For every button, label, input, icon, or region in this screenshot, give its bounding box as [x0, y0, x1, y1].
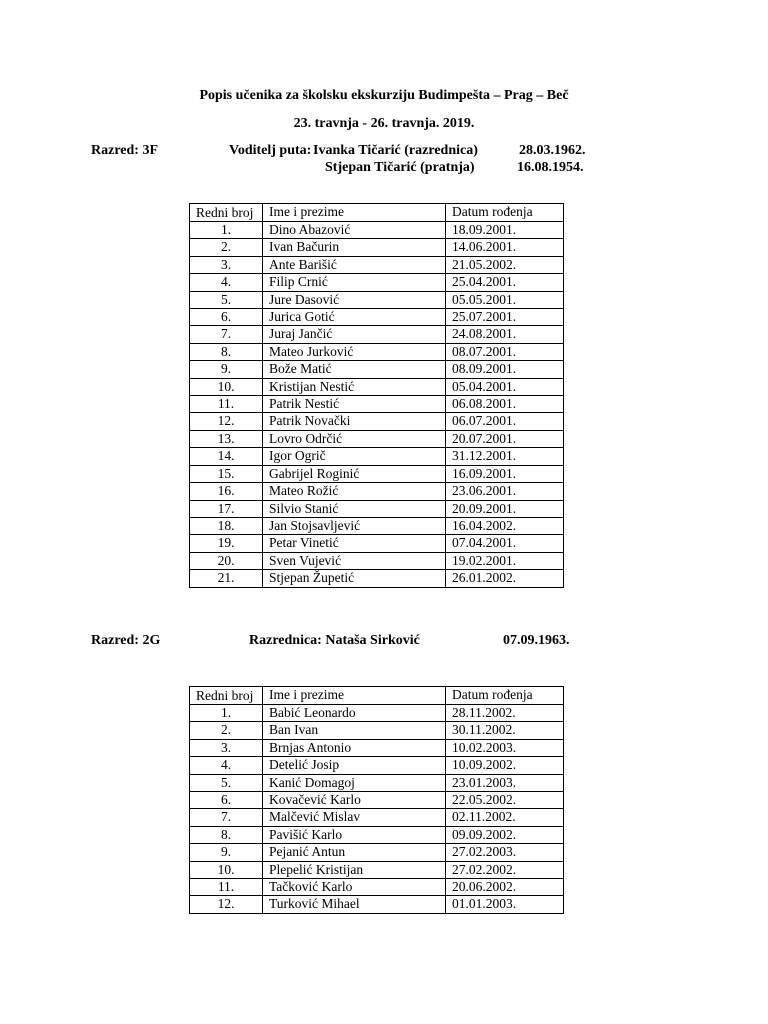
student-name: Pavišić Karlo — [263, 826, 446, 843]
table-row — [190, 570, 564, 587]
students-3f-table — [189, 203, 564, 588]
student-name: Jan Stojsavljević — [263, 517, 446, 534]
row-number: 16. — [190, 483, 263, 500]
student-name: Bože Matić — [263, 361, 446, 378]
student-dob: 21.05.2002. — [446, 256, 564, 273]
table-row — [190, 378, 564, 395]
student-dob: 09.09.2002. — [446, 826, 564, 843]
row-number: 10. — [190, 861, 263, 878]
student-name: Kanić Domagoj — [263, 774, 446, 791]
leader-label: Voditelj puta: — [229, 143, 312, 158]
student-name: Turković Mihael — [263, 896, 446, 913]
student-dob: 16.09.2001. — [446, 465, 564, 482]
row-number: 1. — [190, 222, 263, 239]
table-row — [190, 222, 564, 239]
row-number: 2. — [190, 239, 263, 256]
leader-dob: 28.03.1962. — [519, 143, 586, 158]
companion-name: Stjepan Tičarić (pratnja) — [325, 160, 475, 175]
row-number: 19. — [190, 535, 263, 552]
student-dob: 27.02.2002. — [446, 861, 564, 878]
student-name: Dino Abazović — [263, 222, 446, 239]
table-row — [190, 552, 564, 569]
table-row — [190, 309, 564, 326]
row-number: 9. — [190, 361, 263, 378]
student-name: Lovro Odrčić — [263, 430, 446, 447]
header-name: Ime i prezime — [263, 687, 446, 705]
student-dob: 05.04.2001. — [446, 378, 564, 395]
table-row — [190, 861, 564, 878]
row-number: 12. — [190, 413, 263, 430]
student-dob: 31.12.2001. — [446, 448, 564, 465]
student-name: Kristijan Nestić — [263, 378, 446, 395]
row-number: 8. — [190, 343, 263, 360]
table-row — [190, 517, 564, 534]
student-dob: 10.02.2003. — [446, 739, 564, 756]
student-dob: 25.07.2001. — [446, 309, 564, 326]
student-name: Pejanić Antun — [263, 844, 446, 861]
header-number: Redni broj — [190, 687, 263, 705]
table-row — [190, 465, 564, 482]
student-name: Tačković Karlo — [263, 879, 446, 896]
table-header-row — [190, 687, 564, 705]
student-name: Igor Ogrič — [263, 448, 446, 465]
row-number: 17. — [190, 500, 263, 517]
header-dob: Datum rođenja — [446, 687, 564, 705]
teacher-dob: 07.09.1963. — [503, 633, 570, 648]
student-name: Juraj Jančić — [263, 326, 446, 343]
student-name: Sven Vujević — [263, 552, 446, 569]
table-row — [190, 343, 564, 360]
student-dob: 06.07.2001. — [446, 413, 564, 430]
table-row — [190, 722, 564, 739]
table-row — [190, 396, 564, 413]
student-name: Ban Ivan — [263, 722, 446, 739]
row-number: 14. — [190, 448, 263, 465]
row-number: 8. — [190, 826, 263, 843]
student-dob: 25.04.2001. — [446, 274, 564, 291]
row-number: 13. — [190, 430, 263, 447]
student-dob: 28.11.2002. — [446, 705, 564, 722]
student-dob: 06.08.2001. — [446, 396, 564, 413]
student-name: Patrik Nestić — [263, 396, 446, 413]
table-row — [190, 535, 564, 552]
student-dob: 20.07.2001. — [446, 430, 564, 447]
row-number: 7. — [190, 809, 263, 826]
row-number: 10. — [190, 378, 263, 395]
row-number: 20. — [190, 552, 263, 569]
trip-dates: 23. travnja - 26. travnja. 2019. — [293, 116, 475, 131]
row-number: 12. — [190, 896, 263, 913]
row-number: 1. — [190, 705, 263, 722]
row-number: 5. — [190, 291, 263, 308]
student-dob: 05.05.2001. — [446, 291, 564, 308]
student-dob: 22.05.2002. — [446, 792, 564, 809]
student-dob: 19.02.2001. — [446, 552, 564, 569]
row-number: 6. — [190, 792, 263, 809]
row-number: 4. — [190, 274, 263, 291]
row-number: 7. — [190, 326, 263, 343]
student-name: Kovačević Karlo — [263, 792, 446, 809]
student-dob: 16.04.2002. — [446, 517, 564, 534]
table-row — [190, 792, 564, 809]
student-dob: 14.06.2001. — [446, 239, 564, 256]
table-row — [190, 774, 564, 791]
row-number: 11. — [190, 396, 263, 413]
students-2g-table — [189, 686, 564, 914]
student-dob: 20.06.2002. — [446, 879, 564, 896]
row-number: 21. — [190, 570, 263, 587]
student-dob: 23.01.2003. — [446, 774, 564, 791]
student-name: Patrik Novački — [263, 413, 446, 430]
student-name: Detelić Josip — [263, 757, 446, 774]
row-number: 11. — [190, 879, 263, 896]
student-dob: 10.09.2002. — [446, 757, 564, 774]
table-row — [190, 361, 564, 378]
header-name: Ime i prezime — [263, 204, 446, 222]
student-name: Ivan Bačurin — [263, 239, 446, 256]
table-row — [190, 844, 564, 861]
header-dob: Datum rođenja — [446, 204, 564, 222]
student-dob: 01.01.2003. — [446, 896, 564, 913]
student-dob: 30.11.2002. — [446, 722, 564, 739]
table-row — [190, 239, 564, 256]
table-row — [190, 483, 564, 500]
table-row — [190, 705, 564, 722]
student-name: Jure Dasović — [263, 291, 446, 308]
table-row — [190, 879, 564, 896]
student-name: Babić Leonardo — [263, 705, 446, 722]
table-row — [190, 274, 564, 291]
table-row — [190, 291, 564, 308]
row-number: 2. — [190, 722, 263, 739]
table-row — [190, 896, 564, 913]
table-row — [190, 500, 564, 517]
table-row — [190, 326, 564, 343]
row-number: 18. — [190, 517, 263, 534]
table-row — [190, 757, 564, 774]
class-2g-label: Razred: 2G — [91, 633, 161, 648]
student-dob: 26.01.2002. — [446, 570, 564, 587]
table-row — [190, 809, 564, 826]
row-number: 6. — [190, 309, 263, 326]
document-title: Popis učenika za školsku ekskurziju Budimpešta – Prag – Beč — [199, 88, 569, 103]
student-dob: 08.09.2001. — [446, 361, 564, 378]
table-header-row — [190, 204, 564, 222]
table-row — [190, 739, 564, 756]
student-name: Ante Barišić — [263, 256, 446, 273]
table-row — [190, 430, 564, 447]
table-row — [190, 826, 564, 843]
table-row — [190, 413, 564, 430]
leader-name: Ivanka Tičarić (razrednica) — [313, 143, 478, 158]
student-name: Stjepan Župetić — [263, 570, 446, 587]
student-name: Mateo Rožić — [263, 483, 446, 500]
student-name: Brnjas Antonio — [263, 739, 446, 756]
row-number: 5. — [190, 774, 263, 791]
teacher-label: Razrednica: Nataša Sirković — [249, 633, 420, 648]
student-name: Malčević Mislav — [263, 809, 446, 826]
student-dob: 02.11.2002. — [446, 809, 564, 826]
student-name: Jurica Gotić — [263, 309, 446, 326]
row-number: 3. — [190, 739, 263, 756]
student-name: Mateo Jurković — [263, 343, 446, 360]
student-name: Filip Crnić — [263, 274, 446, 291]
student-dob: 24.08.2001. — [446, 326, 564, 343]
student-name: Silvio Stanić — [263, 500, 446, 517]
header-number: Redni broj — [190, 204, 263, 222]
student-name: Plepelić Kristijan — [263, 861, 446, 878]
table-row — [190, 256, 564, 273]
row-number: 9. — [190, 844, 263, 861]
student-name: Petar Vinetić — [263, 535, 446, 552]
row-number: 3. — [190, 256, 263, 273]
student-dob: 07.04.2001. — [446, 535, 564, 552]
class-3f-label: Razred: 3F — [91, 143, 158, 158]
student-dob: 08.07.2001. — [446, 343, 564, 360]
table-row — [190, 448, 564, 465]
row-number: 4. — [190, 757, 263, 774]
row-number: 15. — [190, 465, 263, 482]
student-dob: 23.06.2001. — [446, 483, 564, 500]
student-dob: 20.09.2001. — [446, 500, 564, 517]
companion-dob: 16.08.1954. — [517, 160, 584, 175]
student-dob: 27.02.2003. — [446, 844, 564, 861]
student-dob: 18.09.2001. — [446, 222, 564, 239]
student-name: Gabrijel Roginić — [263, 465, 446, 482]
